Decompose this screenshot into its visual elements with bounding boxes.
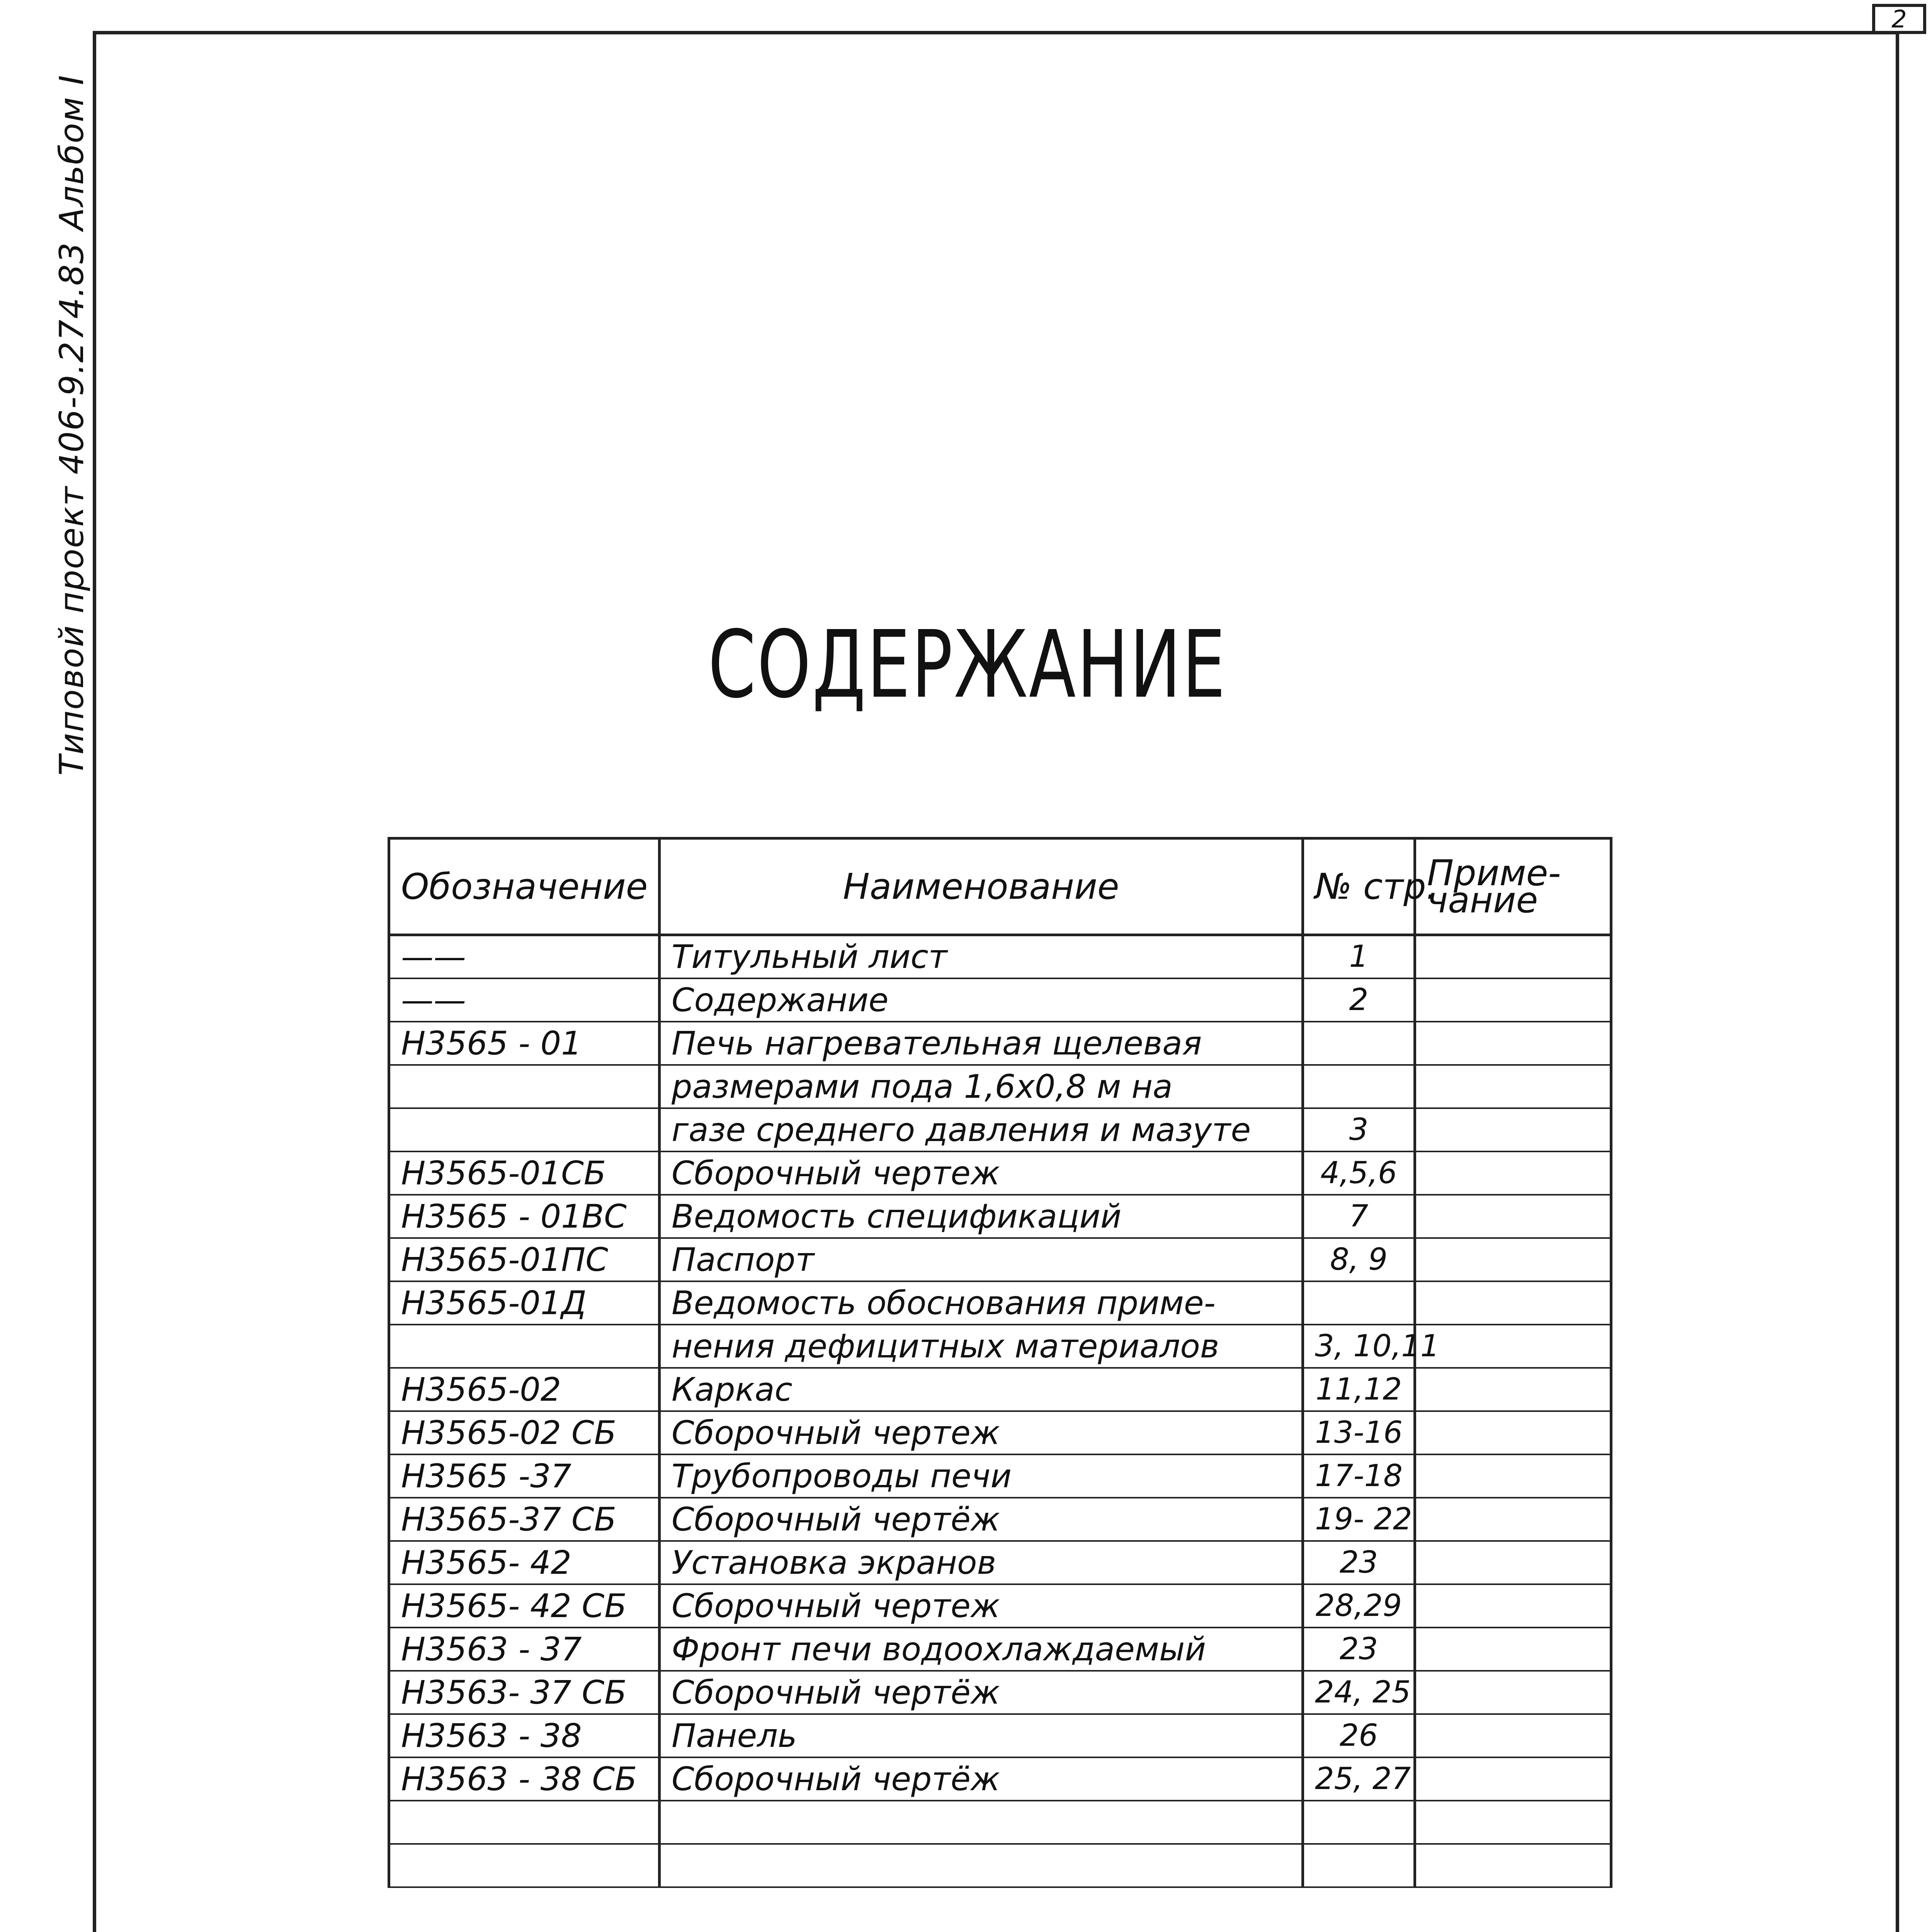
cell-code: Н3565-02: [389, 1368, 660, 1411]
table-row: [389, 1628, 1611, 1671]
cell-note: [1415, 935, 1611, 978]
table-row: [389, 1757, 1611, 1801]
cell-code: Н3565-01Д: [389, 1281, 660, 1325]
cell-note: [1415, 1757, 1611, 1801]
table-header-row: [389, 838, 1611, 935]
cell-note: [1415, 1022, 1611, 1065]
cell-code: Н3563 - 37: [389, 1628, 660, 1671]
cell-name: [660, 1844, 1303, 1887]
cell-note: [1415, 1195, 1611, 1238]
cell-note: [1415, 1801, 1611, 1844]
cell-note: [1415, 1411, 1611, 1454]
cell-name: Установка экранов: [660, 1541, 1303, 1584]
cell-page: [1303, 1844, 1415, 1887]
cell-page: 19- 22: [1303, 1498, 1415, 1541]
cell-page: 17-18: [1303, 1454, 1415, 1498]
cell-name: газе среднего давления и мазуте: [660, 1108, 1303, 1151]
cell-page: 7: [1303, 1195, 1415, 1238]
table-row: [389, 978, 1611, 1022]
cell-name: нения дефицитных материалов: [660, 1325, 1303, 1368]
cell-page: 3: [1303, 1108, 1415, 1151]
cell-page: 1: [1303, 935, 1415, 978]
cell-note: [1415, 1454, 1611, 1498]
header-note-text: Приме- чание: [1427, 852, 1561, 921]
cell-name: [660, 1801, 1303, 1844]
cell-code: Н3563 - 38 СБ: [389, 1757, 660, 1801]
cell-code: Н3565 - 01: [389, 1022, 660, 1065]
cell-page: 13-16: [1303, 1411, 1415, 1454]
cell-name: Сборочный чертеж: [660, 1151, 1303, 1195]
table-row: [389, 1801, 1611, 1844]
cell-code: Н3565 -37: [389, 1454, 660, 1498]
cell-name: Ведомость обоснования приме-: [660, 1281, 1303, 1325]
cell-note: [1415, 1714, 1611, 1757]
cell-code: Н3565- 42: [389, 1541, 660, 1584]
cell-name: Сборочный чертеж: [660, 1584, 1303, 1628]
cell-name: Сборочный чертёж: [660, 1498, 1303, 1541]
cell-name: Паспорт: [660, 1238, 1303, 1281]
cell-code: Н3563 - 38: [389, 1714, 660, 1757]
cell-note: [1415, 1325, 1611, 1368]
cell-code: [389, 1325, 660, 1368]
table-row: [389, 1022, 1611, 1065]
cell-note: [1415, 1541, 1611, 1584]
cell-note: [1415, 1368, 1611, 1411]
table-row: [389, 1195, 1611, 1238]
cell-note: [1415, 1844, 1611, 1887]
cell-code: Н3565-01ПС: [389, 1238, 660, 1281]
cell-name: Титульный лист: [660, 935, 1303, 978]
cell-note: [1415, 1584, 1611, 1628]
table-row: [389, 1498, 1611, 1541]
cell-code: [389, 1108, 660, 1151]
cell-page: 11,12: [1303, 1368, 1415, 1411]
cell-code: Н3565- 42 СБ: [389, 1584, 660, 1628]
table-row: [389, 1108, 1611, 1151]
table-row: [389, 1151, 1611, 1195]
cell-code: Н3565-01СБ: [389, 1151, 660, 1195]
cell-page: 3, 10,11: [1303, 1325, 1415, 1368]
cell-note: [1415, 1671, 1611, 1714]
cell-page: 8, 9: [1303, 1238, 1415, 1281]
table-row: [389, 1584, 1611, 1628]
table-row: [389, 1541, 1611, 1584]
cell-code: [389, 1844, 660, 1887]
table-row: [389, 1368, 1611, 1411]
cell-note: [1415, 1108, 1611, 1151]
cell-note: [1415, 1151, 1611, 1195]
cell-page: 4,5,6: [1303, 1151, 1415, 1195]
cell-note: [1415, 1498, 1611, 1541]
contents-table: [388, 837, 1612, 1888]
page-title: СОДЕРЖАНИЕ: [708, 611, 1227, 719]
cell-name: Печь нагревательная щелевая: [660, 1022, 1303, 1065]
table-row: [389, 1454, 1611, 1498]
cell-code: Н3565-02 СБ: [389, 1411, 660, 1454]
cell-name: Сборочный чертеж: [660, 1411, 1303, 1454]
cell-code: Н3565-37 СБ: [389, 1498, 660, 1541]
table-body: [389, 935, 1611, 1887]
cell-code: ——: [389, 978, 660, 1022]
cell-page: 24, 25: [1303, 1671, 1415, 1714]
cell-name: Ведомость спецификаций: [660, 1195, 1303, 1238]
cell-name: Содержание: [660, 978, 1303, 1022]
cell-note: [1415, 1628, 1611, 1671]
header-name: Наименование: [660, 838, 1303, 935]
cell-page: [1303, 1022, 1415, 1065]
cell-page: 28,29: [1303, 1584, 1415, 1628]
header-page: № стр.: [1303, 838, 1415, 935]
cell-code: Н3565 - 01ВС: [389, 1195, 660, 1238]
cell-page: 25, 27: [1303, 1757, 1415, 1801]
cell-name: Панель: [660, 1714, 1303, 1757]
cell-page: 2: [1303, 978, 1415, 1022]
header-note: [1415, 838, 1611, 935]
cell-name: Каркас: [660, 1368, 1303, 1411]
cell-name: размерами пода 1,6х0,8 м на: [660, 1065, 1303, 1108]
cell-page: [1303, 1065, 1415, 1108]
cell-note: [1415, 978, 1611, 1022]
cell-code: [389, 1065, 660, 1108]
table-row: [389, 1065, 1611, 1108]
header-code: Обозначение: [389, 838, 660, 935]
page-number: 2: [1872, 4, 1926, 34]
cell-page: 23: [1303, 1628, 1415, 1671]
table-row: [389, 1714, 1611, 1757]
cell-page: 23: [1303, 1541, 1415, 1584]
table-row: [389, 1281, 1611, 1325]
cell-name: Сборочный чертёж: [660, 1671, 1303, 1714]
cell-name: Сборочный чертёж: [660, 1757, 1303, 1801]
cell-code: [389, 1801, 660, 1844]
cell-page: [1303, 1801, 1415, 1844]
side-label: Типовой проект 406-9.274.83 Альбом I: [53, 74, 91, 776]
cell-note: [1415, 1238, 1611, 1281]
table-row: [389, 1671, 1611, 1714]
cell-note: [1415, 1281, 1611, 1325]
cell-code: ——: [389, 935, 660, 978]
table-row: [389, 1238, 1611, 1281]
cell-name: Трубопроводы печи: [660, 1454, 1303, 1498]
cell-name: Фронт печи водоохлаждаемый: [660, 1628, 1303, 1671]
cell-page: [1303, 1281, 1415, 1325]
table-row: [389, 1844, 1611, 1887]
table-row: [389, 1411, 1611, 1454]
cell-page: 26: [1303, 1714, 1415, 1757]
cell-code: Н3563- 37 СБ: [389, 1671, 660, 1714]
table-row: [389, 1325, 1611, 1368]
table-row: [389, 935, 1611, 978]
cell-note: [1415, 1065, 1611, 1108]
